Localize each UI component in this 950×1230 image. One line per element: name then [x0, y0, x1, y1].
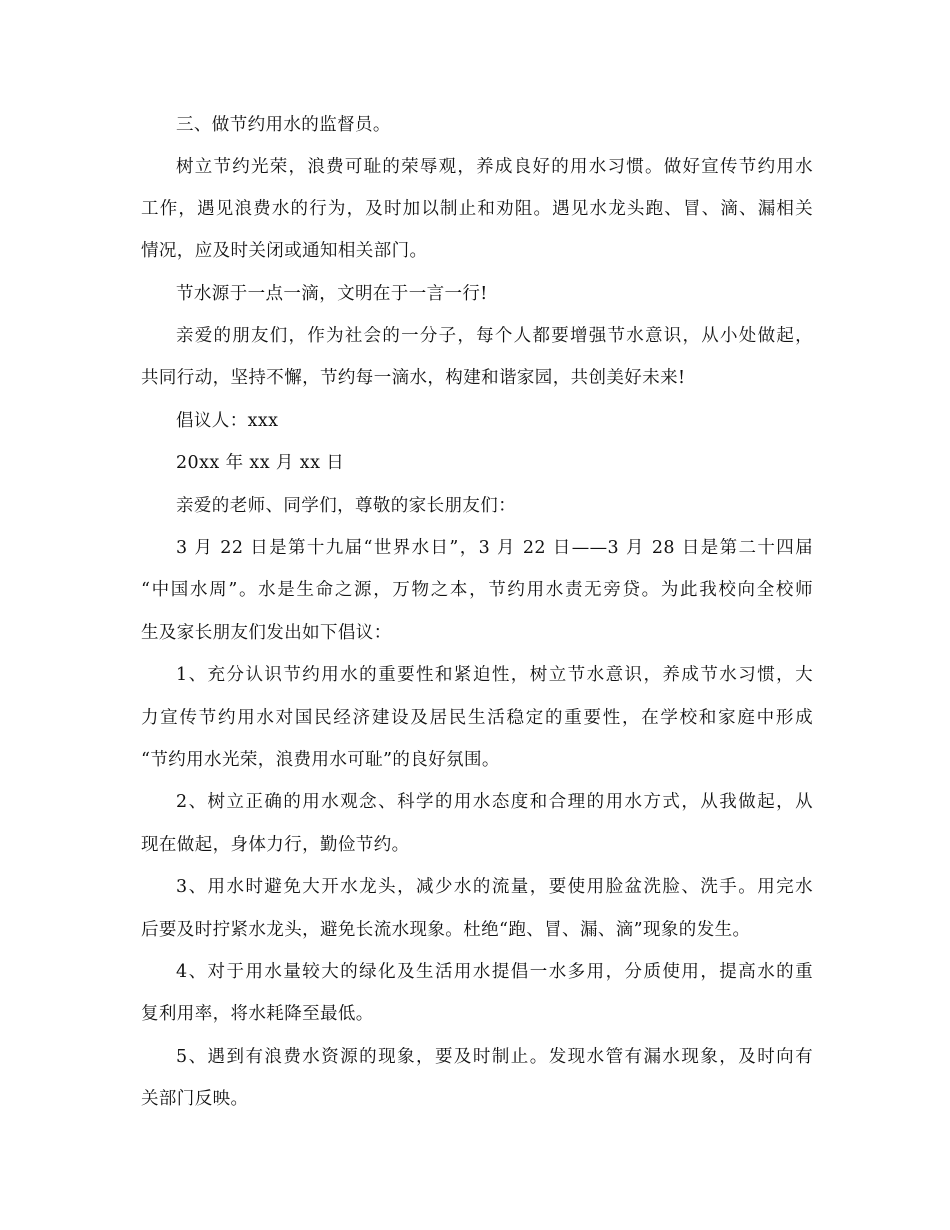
paragraph-line: 1、充分认识节约用水的重要性和紧迫性，树立节水意识，养成节水习惯，大	[176, 665, 813, 685]
initiator-line	[141, 400, 813, 443]
paragraph-dear-friends	[141, 315, 813, 358]
paragraph-line: “中国水周”。水是生命之源，万物之本，节约用水责无旁贷。为此我校向全校师	[141, 580, 813, 600]
paragraph-line: 亲爱的朋友们，作为社会的一分子，每个人都要增强节水意识，从小处做起，	[176, 326, 813, 346]
paragraph-line: 后要及时拧紧水龙头，避免长流水现象。杜绝“跑、冒、漏、滴”现象的发生。	[141, 920, 751, 940]
proposal-item-5	[141, 1036, 813, 1079]
proposal-item-1	[141, 654, 813, 697]
paragraph-line: 4、对于用水量较大的绿化及生活用水提倡一水多用，分质使用，提高水的重	[176, 962, 813, 982]
paragraph-world-water-day	[141, 527, 813, 570]
paragraph-line: 20xx 年 xx 月 xx 日	[176, 453, 345, 473]
paragraph-line: 力宣传节约用水对国民经济建设及居民生活稳定的重要性，在学校和家庭中形成	[141, 708, 813, 728]
paragraph-line: 3、用水时避免大开水龙头，减少水的流量，要使用脸盆洗脸、洗手。用完水	[176, 877, 813, 897]
proposal-item-3	[141, 866, 813, 909]
paragraph-line: 3 月 22 日是第十九届“世界水日”，3 月 22 日——3 月 28 日是第二十四届	[176, 538, 813, 558]
proposal-item-4-end	[141, 993, 813, 1036]
paragraph-line: 关部门反映。	[141, 1089, 249, 1109]
proposal-item-1-end	[141, 739, 813, 782]
paragraph-line: 亲爱的老师、同学们，尊敬的家长朋友们：	[176, 496, 517, 516]
paragraph-line: 生及家长朋友们发出如下倡议：	[141, 623, 392, 643]
section-heading-supervisor	[141, 104, 813, 147]
paragraph-line: 情况，应及时关闭或通知相关部门。	[141, 241, 428, 261]
proposal-item-2	[141, 781, 813, 824]
paragraph-line: 5、遇到有浪费水资源的现象，要及时制止。发现水管有漏水现象，及时向有	[176, 1047, 813, 1067]
paragraph-line: 复利用率，将水耗降至最低。	[141, 1004, 374, 1024]
paragraph-line: 工作，遇见浪费水的行为，及时加以制止和劝阻。遇见水龙头跑、冒、滴、漏相关	[141, 199, 813, 219]
proposal-item-2-end	[141, 824, 813, 867]
paragraph-dear-friends-end	[141, 357, 813, 400]
salutation-line	[141, 485, 813, 528]
slogan-line	[141, 273, 813, 316]
paragraph-line: 三、做节约用水的监督员。	[176, 115, 391, 135]
paragraph-line: 共同行动，坚持不懈，节约每一滴水，构建和谐家园，共创美好未来!	[141, 368, 686, 388]
paragraph-line: 倡议人：xxx	[176, 411, 279, 431]
paragraph-line: 节水源于一点一滴，文明在于一言一行!	[176, 284, 488, 304]
date-line	[141, 442, 813, 485]
paragraph-line: 树立节约光荣，浪费可耻的荣辱观，养成良好的用水习惯。做好宣传节约用水	[176, 157, 813, 177]
paragraph-line: 现在做起，身体力行，勤俭节约。	[141, 835, 410, 855]
proposal-item-5-end	[141, 1078, 813, 1121]
proposal-item-1-cont	[141, 697, 813, 740]
paragraph-world-water-day-cont	[141, 569, 813, 612]
proposal-item-4	[141, 951, 813, 994]
paragraph-honor-view	[141, 146, 813, 189]
paragraph-line: “节约用水光荣，浪费用水可耻”的良好氛围。	[141, 750, 500, 770]
paragraph-line: 2、树立正确的用水观念、科学的用水态度和合理的用水方式，从我做起，从	[176, 792, 813, 812]
paragraph-world-water-day-end	[141, 612, 813, 655]
paragraph-honor-view-cont	[141, 188, 813, 231]
proposal-item-3-end	[141, 909, 813, 952]
paragraph-honor-view-end	[141, 230, 813, 273]
